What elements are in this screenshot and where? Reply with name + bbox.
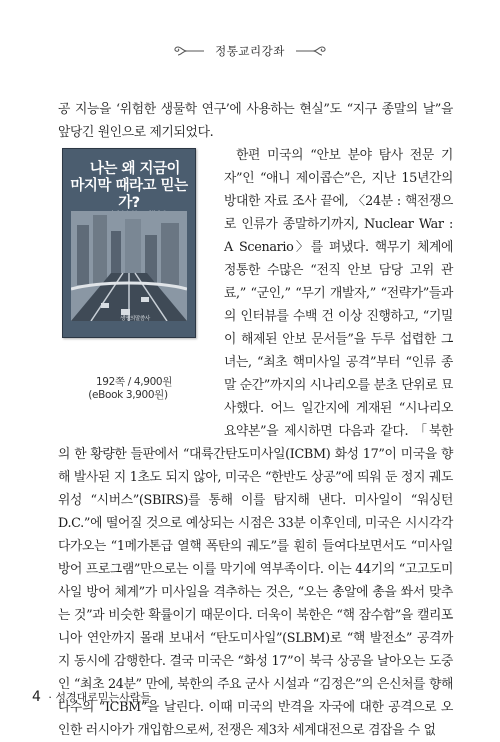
paragraph-2-text: 한편 미국의 “안보 분야 탐사 전문 기자”인 “애니 제이콥슨”은, 지난 15년간의 방대한 자료 조사 끝에, 〈24분 : 핵전쟁으로 인류가 종말하기까지, Nuclear War : A Scenario〉를 펴냈다. 핵무기 체계에 정통한 수많은 “전직 안보 담당 고위 관료,” “군인,” “무기 개발자,” “전략가”들과의 인터뷰를 수백 건 이상 진행하고, “기밀이 해제된 안보 문서들”을 두루 섭렵한 그녀는, “최초 핵미사일 공격”부터 “인류 종말 순간”까지의 시나리오를 분초 단위로 묘사했다. 어느 일간지에 게재된 “시나리오 요약본”을 제시하면 다음과 같다. 「북한의 한 황량한 들판에서 “대륙간탄도미사일(ICBM) 화성 17”이 미국을 향해 발사된 지 1초도 되지 않아, 미국은 “한반도 상공”에 띄워 둔 정지 궤도 위성 “시버스”(SBIRS)를 통해 이를 탐지해 낸다. 미사일이 “워싱턴 D.C.”에 떨어질 것으로 예상되는 시점은 33분 이후인데, 미국은 시시각각 다가오는 “1메가톤급 열핵 폭탄의 궤도”를 훤히 들여다보면서도 “미사일 방어 프로그램”만으로는 이를 막기에 역부족이다. 이는 44기의 “고고도미사일 방어 체계”가 미사일을 격추하는 것은, “오는 총알에 총을 쏴서 맞추는 것”과 비슷한 확률이기 때문이다. 더욱이 북한은 “핵 잠수함”을 캘리포니아 연안까지 몰래 보내서 “탄도미사일”(SLBM)로 “핵 발전소” 공격까지 동시에 감행한다. 결국 미국은 “화성 17”이 북극 상공을 날아오는 도중인 “최초 24분” 만에, 북한의 주요 군사 시설과 “김정은”의 은신처를 향해 다수의 “ICBM”을 날린다. 이때 미국의 반격을 자국에 대한 공격으로 오인한 러시아가 개입함으로써, 전쟁은 제3차 세계대전으로 겸잡을 수 없: [58, 148, 453, 738]
paragraph-2: [58, 144, 453, 742]
book-title-line-1: 나는 왜 지금이: [89, 161, 181, 177]
city-illustration-icon: [71, 211, 187, 321]
left-ornament-icon: [171, 45, 205, 57]
book-cover: [62, 148, 196, 338]
book-figure: [58, 148, 210, 432]
book-price: 192쪽 / 4,900원: [95, 376, 173, 388]
book-publisher: 생명의말씀사: [120, 316, 150, 322]
footer-title: · 성경대로믿는사람들: [48, 691, 152, 704]
page-footer: [32, 689, 151, 705]
book-ebook-price: (eBook 3,900원): [88, 389, 168, 401]
article-body: [58, 98, 453, 742]
book-title-line-2: 마지막 때라고 믿는가?: [70, 178, 188, 211]
book-caption: [58, 376, 198, 402]
right-ornament-icon: [295, 45, 329, 57]
page-header: [0, 40, 500, 62]
paragraph-1: 공 지능을 ‘위험한 생물학 연구’에 사용하는 현실”도 “지구 종말의 날”을 앞당긴 원인으로 제기되었다.: [58, 102, 453, 140]
page-number: 4: [32, 689, 41, 705]
header-title: 정통교리강좌: [215, 44, 285, 58]
